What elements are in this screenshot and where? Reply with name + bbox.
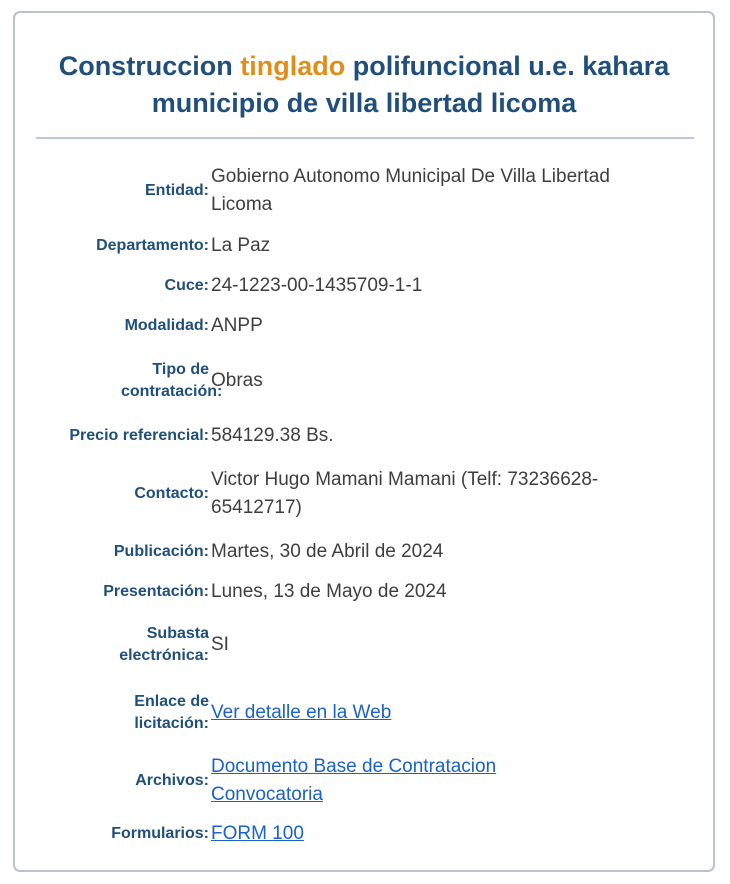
row-subasta <box>15 612 717 678</box>
label-precio: Precio referencial: <box>69 427 209 444</box>
label-tipo-contratacion: Tipo de contratación: <box>121 361 223 400</box>
details-list <box>15 156 717 854</box>
row-publicacion <box>15 532 717 572</box>
value-modalidad: ANPP <box>211 315 263 336</box>
label-departamento: Departamento: <box>96 237 209 254</box>
value-formularios <box>209 820 304 848</box>
label-presentacion: Presentación: <box>103 583 209 600</box>
title-part-1: Construccion <box>58 51 241 81</box>
value-cuce: 24-1223-00-1435709-1-1 <box>211 275 423 296</box>
row-contacto <box>15 456 717 532</box>
tender-card <box>13 11 715 872</box>
value-presentacion: Lunes, 13 de Mayo de 2024 <box>211 581 447 602</box>
row-entidad <box>15 156 717 226</box>
label-modalidad: Modalidad: <box>124 317 209 334</box>
label-formularios: Formularios: <box>111 825 209 842</box>
row-tipo-contratacion <box>15 346 717 416</box>
link-form-100[interactable]: FORM 100 <box>211 823 304 844</box>
row-precio <box>15 416 717 456</box>
value-contacto: Victor Hugo Mamani Mamani (Telf: 73236628-65412717) <box>211 469 599 518</box>
value-subasta: SI <box>211 634 229 655</box>
label-subasta: Subasta electrónica: <box>119 625 209 664</box>
value-entidad: Gobierno Autonomo Municipal De Villa Libertad Licoma <box>211 166 610 215</box>
link-ver-detalle[interactable]: Ver detalle en la Web <box>211 702 392 723</box>
value-tipo-contratacion: Obras <box>211 370 263 391</box>
title-part-2: polifuncional u.e. kahara municipio de villa libertad licoma <box>151 51 670 118</box>
value-enlace <box>209 699 391 727</box>
row-cuce <box>15 266 717 306</box>
label-publicacion: Publicación: <box>113 543 209 560</box>
label-enlace: Enlace de licitación: <box>134 693 209 732</box>
row-modalidad <box>15 306 717 346</box>
row-presentacion <box>15 572 717 612</box>
value-archivos <box>209 753 591 809</box>
row-formularios <box>15 814 717 854</box>
value-departamento: La Paz <box>211 235 271 256</box>
link-documento-base[interactable]: Documento Base de Contratacion Convocatoria <box>211 756 497 805</box>
label-entidad: Entidad: <box>145 182 209 199</box>
title-divider <box>36 137 694 139</box>
value-publicacion: Martes, 30 de Abril de 2024 <box>211 541 444 562</box>
label-archivos: Archivos: <box>135 772 209 789</box>
row-archivos <box>15 748 717 814</box>
tender-title <box>15 13 713 122</box>
title-highlight: tinglado <box>240 51 346 81</box>
value-precio: 584129.38 Bs. <box>211 425 334 446</box>
label-contacto: Contacto: <box>134 485 209 502</box>
row-departamento <box>15 226 717 266</box>
row-enlace <box>15 678 717 748</box>
label-cuce: Cuce: <box>164 277 209 294</box>
